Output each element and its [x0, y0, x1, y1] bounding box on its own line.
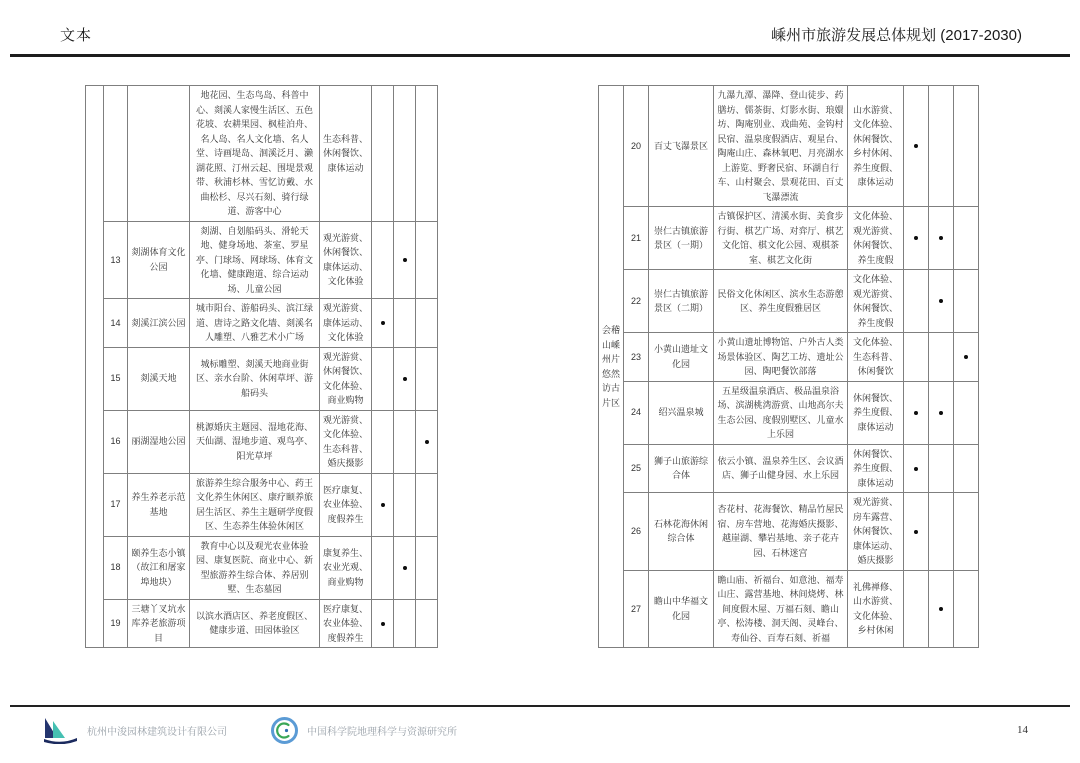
site-name-cell	[128, 86, 190, 222]
content-cell: 城市阳台、游船码头、滨江绿道、唐诗之路文化墙、剡溪名人雕塑、八雅艺术小广场	[190, 299, 320, 348]
marker-cell	[954, 570, 979, 648]
table-row	[599, 570, 979, 648]
row-number-cell	[104, 86, 128, 222]
features-cell: 医疗康复、农业体验、度假养生	[320, 599, 372, 648]
content-cell: 古镇保护区、清溪水街、美食步行街、棋艺广场、对弈厅、棋艺文化馆、棋文化公园、观棋茶室、棋艺文化街	[714, 207, 848, 270]
marker-cell	[394, 347, 416, 410]
features-cell: 生态科普、休闲餐饮、康体运动	[320, 86, 372, 222]
marker-cell	[929, 207, 954, 270]
marker-cell	[372, 473, 394, 536]
marker-cell	[416, 86, 438, 222]
table-row	[599, 381, 979, 444]
bullet-marker	[403, 377, 407, 381]
features-cell: 文化体验、生态科普、休闲餐饮	[848, 333, 904, 382]
group-label-cell: 会稽山嵊州片悠然访古片区	[599, 86, 624, 648]
marker-cell	[394, 86, 416, 222]
features-cell: 休闲餐饮、养生度假、康体运动	[848, 444, 904, 493]
bullet-marker	[381, 503, 385, 507]
bullet-marker	[381, 622, 385, 626]
marker-cell	[416, 221, 438, 299]
marker-cell	[416, 299, 438, 348]
marker-cell	[372, 347, 394, 410]
marker-cell	[394, 299, 416, 348]
marker-cell	[954, 86, 979, 207]
content-cell: 民俗文化休闲区、滨水生态游憩区、养生度假雅居区	[714, 270, 848, 333]
table-row	[86, 299, 438, 348]
bullet-marker	[914, 467, 918, 471]
marker-cell	[904, 333, 929, 382]
features-cell: 观光游赏、康体运动、文化体验	[320, 299, 372, 348]
site-name-cell: 崇仁古镇旅游景区（二期）	[649, 270, 714, 333]
bullet-marker	[425, 440, 429, 444]
row-number-cell: 18	[104, 536, 128, 599]
left-plan-table	[85, 85, 438, 648]
site-name-cell: 绍兴温泉城	[649, 381, 714, 444]
content-cell: 杏花村、花海餐饮、精品竹屋民宿、房车营地、花海婚庆摄影、越崖湖、攀岩基地、亲子花卉园、石林迷宫	[714, 493, 848, 571]
marker-cell	[929, 570, 954, 648]
marker-cell	[372, 299, 394, 348]
marker-cell	[954, 444, 979, 493]
institute-logo-icon	[271, 717, 298, 744]
marker-cell	[416, 599, 438, 648]
bullet-marker	[914, 144, 918, 148]
table-row	[599, 333, 979, 382]
bullet-marker	[914, 411, 918, 415]
marker-cell	[904, 381, 929, 444]
marker-cell	[929, 493, 954, 571]
marker-cell	[394, 410, 416, 473]
table-row	[599, 86, 979, 207]
marker-cell	[372, 410, 394, 473]
site-name-cell: 狮子山旅游综合体	[649, 444, 714, 493]
features-cell: 观光游赏、休闲餐饮、康体运动、文化体验	[320, 221, 372, 299]
site-name-cell: 崇仁古镇旅游景区（一期）	[649, 207, 714, 270]
bullet-marker	[939, 607, 943, 611]
marker-cell	[929, 270, 954, 333]
site-name-cell: 颐养生态小镇（故江和屠家埠地块）	[128, 536, 190, 599]
content-cell: 教育中心以及观光农业体验园、康复医院、商业中心、新型旅游养生综合体、养居别墅、生态墓园	[190, 536, 320, 599]
bullet-marker	[381, 321, 385, 325]
site-name-cell: 百丈飞瀑景区	[649, 86, 714, 207]
content-cell: 以滨水酒店区、养老度假区、健康步道、田园体验区	[190, 599, 320, 648]
marker-cell	[372, 86, 394, 222]
marker-cell	[372, 599, 394, 648]
features-cell: 休闲餐饮、养生度假、康体运动	[848, 381, 904, 444]
site-name-cell: 瞻山中华福文化园	[649, 570, 714, 648]
marker-cell	[929, 86, 954, 207]
content-cell: 五星级温泉酒店、极品温泉浴场、滨湖桃湾游赏、山地高尔夫生态公园、度假别墅区、儿童水上乐园	[714, 381, 848, 444]
site-name-cell: 小黄山遗址文化园	[649, 333, 714, 382]
table-row	[86, 221, 438, 299]
site-name-cell: 石林花海休闲综合体	[649, 493, 714, 571]
marker-cell	[416, 536, 438, 599]
marker-cell	[416, 473, 438, 536]
marker-cell	[929, 444, 954, 493]
header-rule	[10, 54, 1070, 57]
table-row	[86, 86, 438, 222]
marker-cell	[416, 410, 438, 473]
site-name-cell: 剡湖体育文化公园	[128, 221, 190, 299]
features-cell: 观光游赏、房车露营、休闲餐饮、康体运动、婚庆摄影	[848, 493, 904, 571]
institute-name: 中国科学院地理科学与资源研究所	[307, 726, 457, 738]
bullet-marker	[914, 236, 918, 240]
row-number-cell: 17	[104, 473, 128, 536]
row-number-cell: 16	[104, 410, 128, 473]
marker-cell	[929, 381, 954, 444]
table-row	[599, 270, 979, 333]
content-cell: 旅游养生综合服务中心、药王文化养生休闲区、康疗颐养旅居生活区、养生主题研学度假区、生态养生体验休闲区	[190, 473, 320, 536]
bullet-marker	[403, 258, 407, 262]
features-cell: 康复养生、农业光观、商业购物	[320, 536, 372, 599]
content-cell: 剡湖、自划船码头、滑轮天地、健身场地、茶室、罗星亭、门球场、网球场、体育文化墙、健康跑道、综合运动场、儿童公园	[190, 221, 320, 299]
row-number-cell: 26	[624, 493, 649, 571]
site-name-cell: 剡溪江滨公园	[128, 299, 190, 348]
features-cell: 文化体验、观光游赏、休闲餐饮、养生度假	[848, 270, 904, 333]
header-left-label: 文本	[60, 27, 93, 44]
marker-cell	[416, 347, 438, 410]
row-number-cell: 15	[104, 347, 128, 410]
header-title: 嵊州市旅游发展总体规划 (2017-2030)	[771, 27, 1022, 44]
marker-cell	[904, 207, 929, 270]
marker-cell	[372, 221, 394, 299]
marker-cell	[954, 333, 979, 382]
bullet-marker	[939, 299, 943, 303]
marker-cell	[929, 333, 954, 382]
bullet-marker	[939, 411, 943, 415]
table-row	[599, 493, 979, 571]
table-row	[599, 207, 979, 270]
marker-cell	[954, 270, 979, 333]
features-cell: 观光游赏、休闲餐饮、文化体验、商业购物	[320, 347, 372, 410]
marker-cell	[394, 473, 416, 536]
content-cell: 城标雕塑、剡溪天地商业街区、亲水台阶、休闲草坪、游船码头	[190, 347, 320, 410]
group-label-cell	[86, 86, 104, 648]
page-footer	[44, 712, 457, 748]
content-cell: 桃源婚庆主题园、湿地花海、天仙湖、湿地步道、观鸟亭、阳光草坪	[190, 410, 320, 473]
site-name-cell: 剡溪天地	[128, 347, 190, 410]
content-cell: 小黄山遗址博物馆、户外古人类场景体验区、陶艺工坊、遗址公园、陶吧餐饮部落	[714, 333, 848, 382]
site-name-cell: 丽湖湿地公园	[128, 410, 190, 473]
marker-cell	[904, 570, 929, 648]
table-row	[599, 444, 979, 493]
table-row	[86, 599, 438, 648]
content-cell: 九瀑九潭、瀑降、登山徒步、药膳坊、儒茶街、灯影水街、琅嬛坊、陶庵别业、戏曲苑、金钩村民宿、温泉度假酒店、观星台、陶庵山庄、森林氧吧、月亮湖水上游览、野奢民宿、环湖自行车、山村聚会、景观花田、百丈飞瀑漂流	[714, 86, 848, 207]
row-number-cell: 21	[624, 207, 649, 270]
row-number-cell: 27	[624, 570, 649, 648]
marker-cell	[372, 536, 394, 599]
site-name-cell: 养生养老示范基地	[128, 473, 190, 536]
table-row	[86, 536, 438, 599]
marker-cell	[904, 86, 929, 207]
content-cell: 瞻山庙、祈福台、如意池、福寿山庄、露营基地、林间烧烤、林间度假木屋、万福石刻、瞻山亭、松涛楼、洞天阁、灵峰台、寿仙谷、百寿石刻、祈福	[714, 570, 848, 648]
features-cell: 观光游赏、文化体验、生态科普、婚庆摄影	[320, 410, 372, 473]
row-number-cell: 13	[104, 221, 128, 299]
bullet-marker	[939, 236, 943, 240]
right-plan-table	[598, 85, 979, 648]
features-cell: 医疗康复、农业体验、度假养生	[320, 473, 372, 536]
row-number-cell: 22	[624, 270, 649, 333]
marker-cell	[394, 599, 416, 648]
company-name: 杭州中浚园林建筑设计有限公司	[87, 726, 227, 738]
table-row	[86, 410, 438, 473]
row-number-cell: 24	[624, 381, 649, 444]
marker-cell	[954, 381, 979, 444]
bullet-marker	[964, 355, 968, 359]
features-cell: 礼佛禅修、山水游赏、文化体验、乡村休闲	[848, 570, 904, 648]
row-number-cell: 20	[624, 86, 649, 207]
row-number-cell: 23	[624, 333, 649, 382]
page-header	[60, 24, 1022, 45]
features-cell: 山水游赏、文化体验、休闲餐饮、乡村休闲、养生度假、康体运动	[848, 86, 904, 207]
bullet-marker	[403, 566, 407, 570]
row-number-cell: 25	[624, 444, 649, 493]
company-logo-icon	[44, 716, 78, 744]
row-number-cell: 14	[104, 299, 128, 348]
content-cell: 地花园、生态鸟岛、科普中心、剡溪人家慢生活区、五色花坡、农耕果园、枫桂泊舟、名人岛、名人文化墙、名人堂、诗画堤岛、洄溪泛月、濑湖花照、汀州云起、围堤景观带、秋浦杉林、雪忆访戴、水曲松杉、尽兴石刻、骑行绿道、游客中心	[190, 86, 320, 222]
site-name-cell: 三塘丫叉坑水库养老旅游项目	[128, 599, 190, 648]
page-number: 14	[1017, 724, 1028, 736]
marker-cell	[394, 221, 416, 299]
table-row	[86, 347, 438, 410]
features-cell: 文化体验、观光游赏、休闲餐饮、养生度假	[848, 207, 904, 270]
marker-cell	[904, 444, 929, 493]
content-cell: 依云小镇、温泉养生区、会议酒店、狮子山健身园、水上乐园	[714, 444, 848, 493]
bullet-marker	[914, 530, 918, 534]
marker-cell	[954, 493, 979, 571]
marker-cell	[954, 207, 979, 270]
marker-cell	[904, 270, 929, 333]
table-row	[86, 473, 438, 536]
marker-cell	[394, 536, 416, 599]
marker-cell	[904, 493, 929, 571]
row-number-cell: 19	[104, 599, 128, 648]
footer-rule	[10, 705, 1070, 707]
